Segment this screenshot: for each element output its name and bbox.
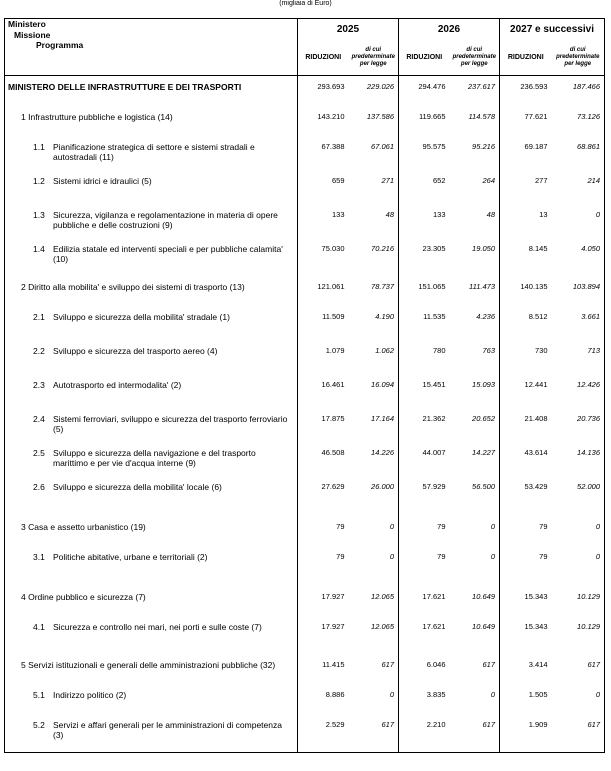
- di-cui-cell: 229.026: [349, 82, 399, 112]
- di-cui-cell: 19.050: [450, 244, 500, 282]
- riduzioni-cell: 46.508: [298, 448, 349, 482]
- row-label: [5, 690, 298, 720]
- mission-code: 5: [21, 660, 26, 670]
- di-cui-cell: 48: [450, 210, 500, 244]
- di-cui-cell: 3.661: [552, 312, 605, 346]
- mission-name: Ordine pubblico e sicurezza (7): [28, 592, 146, 602]
- di-cui-cell: 95.216: [450, 142, 500, 176]
- ministero-label: Ministero: [8, 19, 46, 29]
- di-cui-cell: 17.164: [349, 414, 399, 448]
- di-cui-cell: 14.136: [552, 448, 605, 482]
- program-code: 1.2: [33, 176, 45, 186]
- riduzioni-cell: 79: [399, 522, 450, 552]
- riduzioni-cell: 67.388: [298, 142, 349, 176]
- di-cui-cell: 617: [552, 660, 605, 690]
- mission-name: Servizi istituzionali e generali delle amministrazioni pubbliche (32): [28, 660, 276, 670]
- riduzioni-cell: 79: [500, 552, 552, 592]
- row-label: [5, 82, 298, 112]
- di-cui-cell: 0: [450, 690, 500, 720]
- di-cui-cell: 12.065: [349, 622, 399, 660]
- program-code: 4.1: [33, 622, 45, 632]
- di-cui-cell: 0: [552, 210, 605, 244]
- di-cui-cell: 56.500: [450, 482, 500, 522]
- di-cui-cell: 617: [450, 660, 500, 690]
- program-row: [5, 142, 605, 176]
- riduzioni-cell: 95.575: [399, 142, 450, 176]
- riduzioni-header: RIDUZIONI: [298, 39, 349, 76]
- riduzioni-cell: 11.509: [298, 312, 349, 346]
- program-code: 1.4: [33, 244, 45, 254]
- riduzioni-cell: 12.441: [500, 380, 552, 414]
- riduzioni-cell: 151.065: [399, 282, 450, 312]
- program-row: [5, 448, 605, 482]
- riduzioni-cell: 69.187: [500, 142, 552, 176]
- riduzioni-cell: 2.210: [399, 720, 450, 752]
- riduzioni-cell: 3.835: [399, 690, 450, 720]
- riduzioni-cell: 13: [500, 210, 552, 244]
- riduzioni-cell: 79: [298, 522, 349, 552]
- row-label: [5, 210, 298, 244]
- year-2025-header: 2025: [298, 19, 399, 40]
- program-code: 2.3: [33, 380, 45, 390]
- riduzioni-cell: 6.046: [399, 660, 450, 690]
- mission-code: 2: [21, 282, 26, 292]
- mission-row: [5, 592, 605, 622]
- riduzioni-header: RIDUZIONI: [399, 39, 450, 76]
- riduzioni-cell: 15.343: [500, 592, 552, 622]
- program-code: 5.2: [33, 720, 45, 730]
- riduzioni-cell: 15.451: [399, 380, 450, 414]
- riduzioni-cell: 17.927: [298, 592, 349, 622]
- riduzioni-cell: 17.927: [298, 622, 349, 660]
- riduzioni-cell: 8.886: [298, 690, 349, 720]
- di-cui-cell: 111.473: [450, 282, 500, 312]
- mission-row: [5, 112, 605, 142]
- row-label: [5, 346, 298, 380]
- di-cui-cell: 10.129: [552, 622, 605, 660]
- table-caption: (migliaia di Euro): [279, 0, 332, 7]
- program-row: [5, 244, 605, 282]
- ministry-name: MINISTERO DELLE INFRASTRUTTURE E DEI TRASPORTI: [8, 82, 242, 92]
- program-name: Sistemi ferroviari, sviluppo e sicurezza del trasporto ferroviario (5): [53, 414, 288, 434]
- row-label: [5, 244, 298, 282]
- riduzioni-cell: 79: [399, 552, 450, 592]
- row-label: [5, 380, 298, 414]
- program-code: 3.1: [33, 552, 45, 562]
- di-cui-cell: 14.226: [349, 448, 399, 482]
- di-cui-cell: 617: [349, 720, 399, 752]
- year-2027-header: 2027 e successivi: [500, 19, 605, 40]
- program-name: Servizi e affari generali per le amministrazioni di competenza (3): [53, 720, 282, 740]
- program-row: [5, 312, 605, 346]
- program-row: [5, 414, 605, 448]
- di-cui-cell: 15.093: [450, 380, 500, 414]
- program-row: [5, 346, 605, 380]
- row-label: [5, 414, 298, 448]
- mission-row: [5, 282, 605, 312]
- program-name: Sviluppo e sicurezza della mobilita' locale (6): [53, 482, 222, 492]
- di-cui-cell: 0: [450, 552, 500, 592]
- riduzioni-cell: 659: [298, 176, 349, 210]
- di-cui-cell: 0: [552, 552, 605, 592]
- riduzioni-cell: 8.145: [500, 244, 552, 282]
- riduzioni-cell: 293.693: [298, 82, 349, 112]
- row-label: [5, 112, 298, 142]
- riduzioni-cell: 133: [298, 210, 349, 244]
- program-row: [5, 210, 605, 244]
- mission-code: 1: [21, 112, 26, 122]
- riduzioni-cell: 1.079: [298, 346, 349, 380]
- riduzioni-cell: 23.305: [399, 244, 450, 282]
- riduzioni-cell: 17.875: [298, 414, 349, 448]
- riduzioni-cell: 15.343: [500, 622, 552, 660]
- program-code: 1.1: [33, 142, 45, 152]
- mission-row: [5, 522, 605, 552]
- row-label: [5, 552, 298, 592]
- di-cui-cell: 763: [450, 346, 500, 380]
- missione-label: Missione: [14, 29, 51, 40]
- riduzioni-cell: 17.621: [399, 592, 450, 622]
- row-label: [5, 176, 298, 210]
- program-row: [5, 482, 605, 522]
- row-label: [5, 592, 298, 622]
- riduzioni-cell: 119.665: [399, 112, 450, 142]
- di-cui-cell: 20.652: [450, 414, 500, 448]
- riduzioni-cell: 75.030: [298, 244, 349, 282]
- di-cui-cell: 0: [349, 552, 399, 592]
- di-cui-cell: 0: [349, 522, 399, 552]
- di-cui-cell: 10.649: [450, 592, 500, 622]
- di-cui-cell: 12.065: [349, 592, 399, 622]
- di-cui-cell: 713: [552, 346, 605, 380]
- di-cui-cell: 0: [552, 690, 605, 720]
- program-row: [5, 622, 605, 660]
- reductions-table: [4, 18, 605, 753]
- di-cui-cell: 617: [552, 720, 605, 752]
- program-row: [5, 720, 605, 752]
- program-code: 2.4: [33, 414, 45, 424]
- di-cui-cell: 10.649: [450, 622, 500, 660]
- di-cui-cell: 114.578: [450, 112, 500, 142]
- di-cui-cell: 103.894: [552, 282, 605, 312]
- row-label: [5, 660, 298, 690]
- program-code: 2.6: [33, 482, 45, 492]
- riduzioni-cell: 236.593: [500, 82, 552, 112]
- year-2026-header: 2026: [399, 19, 500, 40]
- di-cui-cell: 264: [450, 176, 500, 210]
- program-name: Sviluppo e sicurezza del trasporto aereo (4): [53, 346, 218, 356]
- riduzioni-cell: 79: [298, 552, 349, 592]
- di-cui-cell: 617: [349, 660, 399, 690]
- di-cui-cell: 237.617: [450, 82, 500, 112]
- di-cui-cell: 271: [349, 176, 399, 210]
- riduzioni-cell: 11.415: [298, 660, 349, 690]
- di-cui-cell: 26.000: [349, 482, 399, 522]
- row-label: [5, 622, 298, 660]
- program-name: Politiche abitative, urbane e territoriali (2): [53, 552, 208, 562]
- di-cui-cell: 1.062: [349, 346, 399, 380]
- row-label: [5, 522, 298, 552]
- row-header-labels: [5, 19, 298, 76]
- di-cui-cell: 0: [552, 522, 605, 552]
- program-code: 2.1: [33, 312, 45, 322]
- riduzioni-cell: 140.135: [500, 282, 552, 312]
- program-row: [5, 176, 605, 210]
- di-cui-cell: 70.216: [349, 244, 399, 282]
- program-row: [5, 690, 605, 720]
- di-cui-cell: 52.000: [552, 482, 605, 522]
- riduzioni-cell: 21.408: [500, 414, 552, 448]
- riduzioni-cell: 133: [399, 210, 450, 244]
- program-name: Indirizzo politico (2): [53, 690, 127, 700]
- riduzioni-cell: 77.621: [500, 112, 552, 142]
- di-cui-cell: 14.227: [450, 448, 500, 482]
- riduzioni-cell: 1.909: [500, 720, 552, 752]
- program-name: Sicurezza, vigilanza e regolamentazione in materia di opere pubbliche e delle costruzioni (9): [53, 210, 278, 230]
- programma-label: Programma: [36, 40, 84, 50]
- riduzioni-cell: 143.210: [298, 112, 349, 142]
- riduzioni-cell: 27.629: [298, 482, 349, 522]
- riduzioni-cell: 53.429: [500, 482, 552, 522]
- riduzioni-cell: 79: [500, 522, 552, 552]
- riduzioni-cell: 43.614: [500, 448, 552, 482]
- di-cui-cell: 16.094: [349, 380, 399, 414]
- program-name: Sviluppo e sicurezza della mobilita' stradale (1): [53, 312, 230, 322]
- riduzioni-cell: 3.414: [500, 660, 552, 690]
- mission-code: 3: [21, 522, 26, 532]
- mission-name: Casa e assetto urbanistico (19): [28, 522, 146, 532]
- di-cui-cell: 4.190: [349, 312, 399, 346]
- di-cui-cell: 12.426: [552, 380, 605, 414]
- riduzioni-cell: 294.476: [399, 82, 450, 112]
- program-name: Edilizia statale ed interventi speciali e per pubbliche calamita' (10): [53, 244, 283, 264]
- riduzioni-cell: 16.461: [298, 380, 349, 414]
- program-name: Sviluppo e sicurezza della navigazione e del trasporto marittimo e per vie d'acqua interne (9): [53, 448, 256, 468]
- program-code: 5.1: [33, 690, 45, 700]
- riduzioni-cell: 11.535: [399, 312, 450, 346]
- di-cui-cell: 68.861: [552, 142, 605, 176]
- di-cui-cell: 0: [450, 522, 500, 552]
- di-cui-cell: 137.586: [349, 112, 399, 142]
- di-cui-cell: 73.126: [552, 112, 605, 142]
- mission-name: Diritto alla mobilita' e sviluppo dei sistemi di trasporto (13): [28, 282, 245, 292]
- di-cui-cell: 67.061: [349, 142, 399, 176]
- di-cui-cell: 0: [349, 690, 399, 720]
- di-cui-cell: 617: [450, 720, 500, 752]
- riduzioni-cell: 2.529: [298, 720, 349, 752]
- mission-name: Infrastrutture pubbliche e logistica (14): [28, 112, 173, 122]
- di-cui-header: di cui predeterminate per legge: [450, 39, 500, 76]
- mission-code: 4: [21, 592, 26, 602]
- di-cui-cell: 4.236: [450, 312, 500, 346]
- mission-row: [5, 660, 605, 690]
- row-label: [5, 720, 298, 752]
- ministry-row: [5, 82, 605, 112]
- riduzioni-cell: 17.621: [399, 622, 450, 660]
- row-label: [5, 482, 298, 522]
- riduzioni-header: RIDUZIONI: [500, 39, 552, 76]
- di-cui-cell: 10.129: [552, 592, 605, 622]
- program-code: 2.2: [33, 346, 45, 356]
- riduzioni-cell: 1.505: [500, 690, 552, 720]
- di-cui-cell: 20.736: [552, 414, 605, 448]
- riduzioni-cell: 8.512: [500, 312, 552, 346]
- program-name: Sicurezza e controllo nei mari, nei porti e sulle coste (7): [53, 622, 262, 632]
- row-label: [5, 312, 298, 346]
- program-row: [5, 552, 605, 592]
- di-cui-cell: 214: [552, 176, 605, 210]
- di-cui-header: di cui predeterminate per legge: [552, 39, 605, 76]
- program-code: 2.5: [33, 448, 45, 458]
- program-row: [5, 380, 605, 414]
- di-cui-header: di cui predeterminate per legge: [349, 39, 399, 76]
- di-cui-cell: 78.737: [349, 282, 399, 312]
- di-cui-cell: 48: [349, 210, 399, 244]
- program-code: 1.3: [33, 210, 45, 220]
- program-name: Autotrasporto ed intermodalita' (2): [53, 380, 182, 390]
- riduzioni-cell: 44.007: [399, 448, 450, 482]
- program-name: Sistemi idrici e idraulici (5): [53, 176, 152, 186]
- riduzioni-cell: 121.061: [298, 282, 349, 312]
- program-name: Pianificazione strategica di settore e sistemi stradali e autostradali (11): [53, 142, 255, 162]
- di-cui-cell: 187.466: [552, 82, 605, 112]
- riduzioni-cell: 57.929: [399, 482, 450, 522]
- riduzioni-cell: 277: [500, 176, 552, 210]
- riduzioni-cell: 780: [399, 346, 450, 380]
- di-cui-cell: 4.050: [552, 244, 605, 282]
- riduzioni-cell: 21.362: [399, 414, 450, 448]
- row-label: [5, 142, 298, 176]
- row-label: [5, 282, 298, 312]
- riduzioni-cell: 730: [500, 346, 552, 380]
- row-label: [5, 448, 298, 482]
- riduzioni-cell: 652: [399, 176, 450, 210]
